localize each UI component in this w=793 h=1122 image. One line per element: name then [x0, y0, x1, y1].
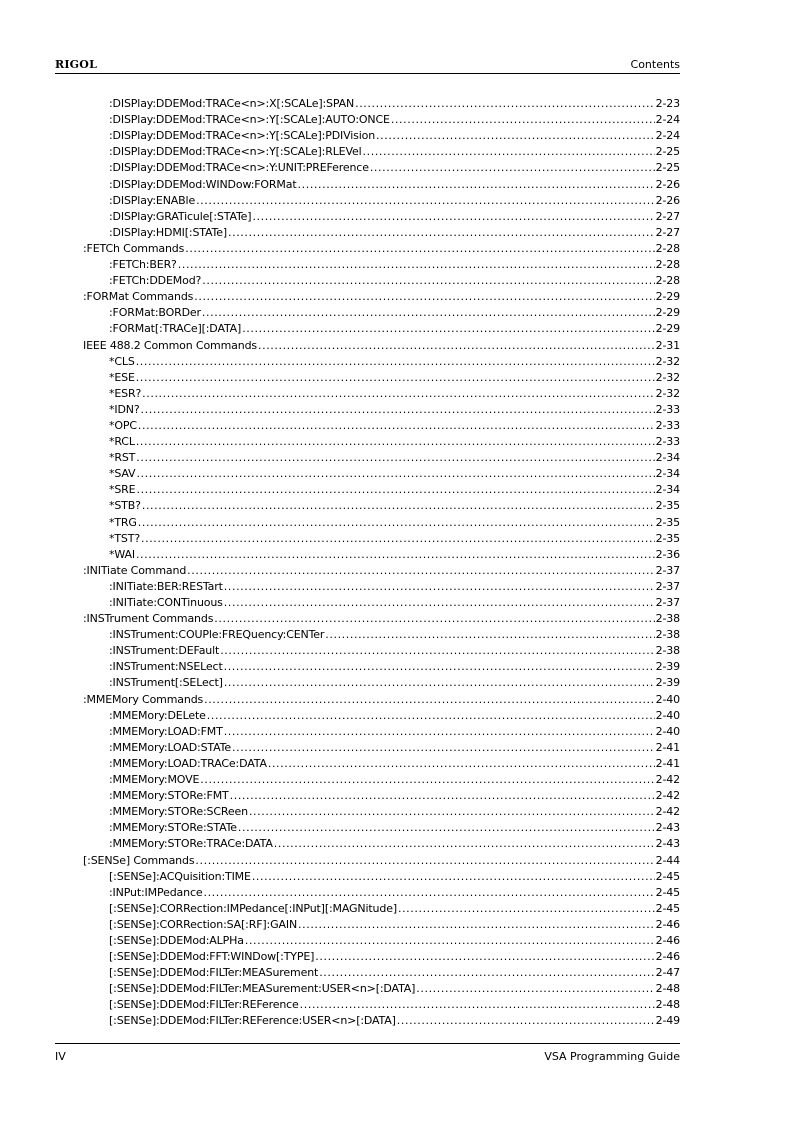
- toc-entry-title: IEEE 488.2 Common Commands: [83, 338, 257, 352]
- toc-leader-dots: [187, 564, 654, 577]
- toc-leader-dots: [138, 516, 655, 529]
- toc-leader-dots: [230, 789, 655, 802]
- toc-entry-page: 2-38: [655, 628, 680, 642]
- toc-entry-title: :DISPlay:HDMI[:STATe]: [109, 225, 228, 239]
- toc-entry-title: *IDN?: [109, 402, 140, 416]
- toc-entry-title: [:SENSe]:DDEMod:FILTer:REFerence: [109, 998, 299, 1012]
- toc-leader-dots: [136, 451, 654, 464]
- toc-entry-page: 2-32: [655, 370, 680, 384]
- toc-leader-dots: [178, 258, 655, 271]
- toc-entry-title: :MMEMory:STORe:TRACe:DATA: [109, 837, 273, 851]
- toc-entry[interactable]: [55, 400, 680, 416]
- toc-entry-title: *RCL: [109, 435, 135, 449]
- toc-entry[interactable]: [55, 464, 680, 480]
- toc-entry[interactable]: [55, 738, 680, 754]
- toc-leader-dots: [224, 676, 655, 689]
- toc-leader-dots: [355, 97, 655, 110]
- toc-entry-title: [:SENSe]:DDEMod:FFT:WINDow[:TYPE]: [109, 950, 315, 964]
- toc-entry[interactable]: [55, 126, 680, 142]
- toc-entry[interactable]: [55, 867, 680, 883]
- toc-entry[interactable]: [55, 706, 680, 722]
- toc-entry-title: :MMEMory:STORe:SCReen: [109, 805, 248, 819]
- toc-entry-page: 2-34: [655, 467, 680, 481]
- toc-entry-title: :MMEMory Commands: [83, 692, 204, 706]
- toc-entry-page: 2-45: [655, 885, 680, 899]
- toc-leader-dots: [363, 145, 655, 158]
- toc-entry-title: :DISPlay:DDEMod:TRACe<n>:X[:SCALe]:SPAN: [109, 97, 355, 111]
- toc-entry[interactable]: [55, 512, 680, 528]
- toc-entry-page: 2-33: [655, 435, 680, 449]
- toc-entry-title: *SAV: [109, 467, 136, 481]
- toc-leader-dots: [220, 644, 654, 657]
- toc-entry-page: 2-48: [655, 982, 680, 996]
- toc-leader-dots: [298, 178, 655, 191]
- toc-leader-dots: [397, 1014, 655, 1027]
- toc-leader-dots: [136, 371, 655, 384]
- toc-leader-dots: [185, 242, 654, 255]
- toc-entry-page: 2-41: [655, 756, 680, 770]
- toc-section-entry[interactable]: [55, 609, 680, 625]
- toc-entry-title: :MMEMory:STORe:FMT: [109, 789, 229, 803]
- toc-entry-title: [:SENSe]:DDEMod:FILTer:MEASurement: [109, 966, 319, 980]
- toc-leader-dots: [224, 660, 655, 673]
- toc-entry-page: 2-47: [655, 966, 680, 980]
- toc-entry-title: *WAI: [109, 547, 135, 561]
- toc-leader-dots: [245, 934, 655, 947]
- toc-entry-title: :DISPlay:DDEMod:TRACe<n>:Y[:SCALe]:RLEVel: [109, 145, 362, 159]
- toc-leader-dots: [315, 950, 654, 963]
- toc-entry-page: 2-37: [655, 596, 680, 609]
- toc-entry-page: 2-28: [655, 258, 680, 272]
- toc-entry[interactable]: [55, 818, 680, 834]
- brand-logo: RIGOL: [55, 58, 97, 71]
- toc-entry-page: 2-43: [655, 837, 680, 851]
- toc-entry-title: :FETCh Commands: [83, 241, 185, 255]
- toc-entry[interactable]: [55, 223, 680, 239]
- toc-entry[interactable]: [55, 94, 680, 110]
- toc-entry-title: :DISPlay:GRATicule[:STATe]: [109, 209, 252, 223]
- toc-entry-title: :INITiate:CONTinuous: [109, 596, 223, 609]
- toc-leader-dots: [238, 821, 655, 834]
- toc-leader-dots: [370, 161, 655, 174]
- toc-entry-page: 2-26: [655, 193, 680, 207]
- toc-leader-dots: [416, 982, 654, 995]
- toc-leader-dots: [274, 837, 655, 850]
- toc-entry[interactable]: [55, 496, 680, 512]
- toc-entry-title: [:SENSe]:DDEMod:ALPHa: [109, 933, 244, 947]
- toc-entry-page: 2-49: [655, 1014, 680, 1028]
- toc-leader-dots: [202, 274, 654, 287]
- toc-entry[interactable]: [55, 110, 680, 126]
- toc-entry[interactable]: [55, 883, 680, 899]
- toc-entry-title: :FETCh:DDEMod?: [109, 274, 202, 288]
- toc-entry-page: 2-27: [655, 209, 680, 223]
- toc-entry-page: 2-43: [655, 821, 680, 835]
- toc-section-entry[interactable]: [55, 689, 680, 705]
- toc-leader-dots: [136, 435, 655, 448]
- toc-leader-dots: [136, 467, 654, 480]
- toc-entry-page: 2-34: [655, 451, 680, 465]
- toc-entry-page: 2-42: [655, 805, 680, 819]
- toc-entry[interactable]: [55, 947, 680, 963]
- toc-entry-page: 2-31: [655, 338, 680, 352]
- toc-leader-dots: [252, 210, 654, 223]
- toc-leader-dots: [195, 854, 654, 867]
- toc-entry[interactable]: [55, 641, 680, 657]
- toc-entry-page: 2-24: [655, 129, 680, 143]
- toc-entry-page: 2-32: [655, 386, 680, 400]
- toc-entry[interactable]: [55, 529, 680, 545]
- toc-entry[interactable]: [55, 754, 680, 770]
- toc-entry-title: :INITiate:BER:RESTart: [109, 579, 223, 593]
- toc-entry-page: 2-46: [655, 917, 680, 931]
- toc-entry-title: *ESR?: [109, 386, 142, 400]
- toc-entry[interactable]: [55, 979, 680, 995]
- toc-leader-dots: [203, 886, 654, 899]
- toc-entry[interactable]: [55, 158, 680, 174]
- toc-entry-title: [:SENSe]:DDEMod:FILTer:MEASurement:USER<n>[:DATA]: [109, 982, 416, 996]
- toc-entry-title: :MMEMory:STORe:STATe: [109, 821, 237, 835]
- toc-entry[interactable]: [55, 931, 680, 947]
- toc-leader-dots: [136, 355, 655, 368]
- toc-leader-dots: [391, 113, 655, 126]
- toc-entry[interactable]: [55, 174, 680, 190]
- toc-entry-title: *CLS: [109, 354, 135, 368]
- toc-entry-title: :MMEMory:DELete: [109, 708, 206, 722]
- toc-entry-page: 2-29: [655, 290, 680, 304]
- toc-entry-page: 2-24: [655, 113, 680, 127]
- toc-entry-page: 2-26: [655, 177, 680, 191]
- toc-leader-dots: [204, 693, 655, 706]
- toc-entry-page: 2-25: [655, 161, 680, 175]
- toc-entry-page: 2-27: [655, 225, 680, 239]
- toc-entry-page: 2-40: [655, 692, 680, 706]
- toc-entry-title: *ESE: [109, 370, 135, 384]
- toc-leader-dots: [136, 483, 654, 496]
- toc-entry[interactable]: [55, 722, 680, 738]
- toc-leader-dots: [298, 918, 655, 931]
- toc-entry-page: 2-45: [655, 901, 680, 915]
- toc-entry-title: *TST?: [109, 531, 141, 545]
- toc-entry-title: *TRG: [109, 515, 137, 529]
- toc-leader-dots: [232, 741, 655, 754]
- toc-entry-title: :MMEMory:MOVE: [109, 773, 200, 787]
- toc-leader-dots: [200, 773, 654, 786]
- toc-entry-page: 2-41: [655, 740, 680, 754]
- toc-entry[interactable]: [55, 416, 680, 432]
- toc-entry-page: 2-39: [655, 660, 680, 674]
- toc-entry[interactable]: [55, 802, 680, 818]
- toc-entry[interactable]: [55, 834, 680, 850]
- toc-entry-page: 2-37: [655, 579, 680, 593]
- toc-entry-page: 2-40: [655, 724, 680, 738]
- toc-leader-dots: [141, 403, 655, 416]
- toc-entry[interactable]: [55, 770, 680, 786]
- toc-entry-title: :FORMat:BORDer: [109, 306, 201, 320]
- toc-entry[interactable]: [55, 271, 680, 287]
- toc-entry-page: 2-29: [655, 322, 680, 336]
- toc-entry[interactable]: [55, 577, 680, 593]
- toc-entry-title: :MMEMory:LOAD:TRACe:DATA: [109, 756, 267, 770]
- toc-section-entry[interactable]: [55, 335, 680, 351]
- toc-leader-dots: [376, 129, 655, 142]
- toc-entry-page: 2-23: [655, 97, 680, 111]
- toc-entry[interactable]: [55, 352, 680, 368]
- toc-entry-page: 2-34: [655, 483, 680, 497]
- toc-entry-title: :INSTrument:NSELect: [109, 660, 223, 674]
- toc-leader-dots: [142, 387, 654, 400]
- toc-entry[interactable]: [55, 545, 680, 561]
- toc-entry[interactable]: [55, 786, 680, 802]
- section-title: Contents: [630, 58, 680, 71]
- toc-entry-page: 2-38: [655, 644, 680, 658]
- toc-entry-page: 2-32: [655, 354, 680, 368]
- toc-leader-dots: [194, 290, 654, 303]
- toc-entry-title: [:SENSe]:ACQuisition:TIME: [109, 869, 251, 883]
- toc-entry[interactable]: [55, 963, 680, 979]
- toc-entry-page: 2-48: [655, 998, 680, 1012]
- toc-entry[interactable]: [55, 899, 680, 915]
- toc-entry-title: :DISPlay:ENABle: [109, 193, 196, 207]
- toc-entry-title: :DISPlay:DDEMod:TRACe<n>:Y[:SCALe]:AUTO:ONCE: [109, 113, 390, 127]
- toc-entry-title: [:SENSe]:DDEMod:FILTer:REFerence:USER<n>[:DATA]: [109, 1014, 396, 1028]
- toc-leader-dots: [196, 194, 655, 207]
- toc-entry-page: 2-33: [655, 418, 680, 432]
- toc-entry-page: 2-36: [655, 547, 680, 561]
- toc-leader-dots: [214, 612, 654, 625]
- toc-entry-title: *RST: [109, 451, 136, 465]
- toc-entry-page: 2-44: [655, 853, 680, 867]
- toc-entry[interactable]: [55, 657, 680, 673]
- page-footer: [55, 1043, 680, 1064]
- toc-entry-page: 2-29: [655, 306, 680, 320]
- toc-entry-title: :INSTrument Commands: [83, 612, 214, 626]
- toc-entry-page: 2-38: [655, 612, 680, 626]
- toc-entry-title: :DISPlay:DDEMod:WINDow:FORMat: [109, 177, 297, 191]
- toc-leader-dots: [207, 709, 655, 722]
- toc-leader-dots: [202, 306, 655, 319]
- toc-entry[interactable]: [55, 368, 680, 384]
- toc-entry-title: :DISPlay:DDEMod:TRACe<n>:Y:UNIT:PREFerence: [109, 161, 369, 175]
- toc-entry-page: 2-46: [655, 933, 680, 947]
- toc-entry-page: 2-28: [655, 241, 680, 255]
- toc-entry-page: 2-40: [655, 708, 680, 722]
- toc-leader-dots: [300, 998, 655, 1011]
- toc-leader-dots: [142, 499, 655, 512]
- document-title: VSA Programming Guide: [544, 1050, 680, 1063]
- toc-entry[interactable]: [55, 673, 680, 689]
- toc-leader-dots: [268, 757, 655, 770]
- toc-entry-title: [:SENSe]:CORRection:SA[:RF]:GAIN: [109, 917, 298, 931]
- toc-entry-page: 2-39: [655, 676, 680, 690]
- toc-leader-dots: [136, 548, 655, 561]
- toc-leader-dots: [319, 966, 654, 979]
- toc-entry-title: :FETCh:BER?: [109, 258, 177, 272]
- toc-entry[interactable]: [55, 1011, 680, 1027]
- table-of-contents: [55, 94, 680, 1027]
- toc-entry-page: 2-28: [655, 274, 680, 288]
- toc-entry-title: :INSTrument:COUPle:FREQuency:CENTer: [109, 628, 325, 642]
- toc-entry[interactable]: [55, 142, 680, 158]
- toc-leader-dots: [325, 628, 654, 641]
- toc-entry-page: 2-35: [655, 515, 680, 529]
- toc-leader-dots: [228, 226, 655, 239]
- toc-entry-title: :INPut:IMPedance: [109, 885, 203, 899]
- toc-entry-title: *STB?: [109, 499, 141, 513]
- toc-section-entry[interactable]: [55, 239, 680, 255]
- toc-entry-page: 2-45: [655, 869, 680, 883]
- toc-entry-title: :INITiate Command: [83, 563, 187, 577]
- toc-leader-dots: [224, 725, 655, 738]
- toc-entry-title: :MMEMory:LOAD:STATe: [109, 740, 231, 754]
- toc-entry-title: [:SENSe]:CORRection:IMPedance[:INPut][:MAGNitude]: [109, 901, 397, 915]
- toc-leader-dots: [258, 339, 655, 352]
- toc-leader-dots: [224, 596, 655, 609]
- toc-entry-title: *SRE: [109, 483, 136, 497]
- toc-entry[interactable]: [55, 255, 680, 271]
- toc-entry[interactable]: [55, 207, 680, 223]
- toc-entry[interactable]: [55, 191, 680, 207]
- toc-entry[interactable]: [55, 625, 680, 641]
- toc-entry-page: 2-33: [655, 402, 680, 416]
- toc-section-entry[interactable]: [55, 287, 680, 303]
- toc-entry[interactable]: [55, 384, 680, 400]
- toc-entry-page: 2-25: [655, 145, 680, 159]
- toc-entry[interactable]: [55, 303, 680, 319]
- toc-entry-title: [:SENSe] Commands: [83, 853, 195, 867]
- toc-leader-dots: [138, 419, 655, 432]
- toc-entry-title: :FORMat Commands: [83, 290, 194, 304]
- toc-entry[interactable]: [55, 593, 680, 609]
- toc-entry-page: 2-46: [655, 950, 680, 964]
- toc-entry-title: *OPC: [109, 418, 137, 432]
- toc-entry-page: 2-42: [655, 789, 680, 803]
- toc-leader-dots: [242, 322, 654, 335]
- toc-entry[interactable]: [55, 319, 680, 335]
- toc-section-entry[interactable]: [55, 850, 680, 866]
- toc-entry-title: :INSTrument[:SELect]: [109, 676, 223, 690]
- toc-leader-dots: [224, 580, 655, 593]
- toc-entry-page: 2-35: [655, 499, 680, 513]
- toc-entry[interactable]: [55, 432, 680, 448]
- toc-entry-title: :MMEMory:LOAD:FMT: [109, 724, 223, 738]
- page-number: IV: [55, 1050, 66, 1063]
- toc-entry-page: 2-37: [655, 563, 680, 577]
- toc-entry-page: 2-42: [655, 773, 680, 787]
- toc-leader-dots: [252, 870, 655, 883]
- toc-section-entry[interactable]: [55, 561, 680, 577]
- toc-leader-dots: [141, 532, 655, 545]
- toc-entry-title: :DISPlay:DDEMod:TRACe<n>:Y[:SCALe]:PDIVision: [109, 129, 376, 143]
- toc-entry[interactable]: [55, 915, 680, 931]
- toc-entry[interactable]: [55, 448, 680, 464]
- toc-leader-dots: [249, 805, 655, 818]
- toc-entry-title: :FORMat[:TRACe][:DATA]: [109, 322, 242, 336]
- page-header: [55, 57, 680, 74]
- toc-entry[interactable]: [55, 995, 680, 1011]
- toc-leader-dots: [398, 902, 655, 915]
- toc-entry[interactable]: [55, 480, 680, 496]
- toc-entry-page: 2-35: [655, 531, 680, 545]
- toc-entry-title: :INSTrument:DEFault: [109, 644, 220, 658]
